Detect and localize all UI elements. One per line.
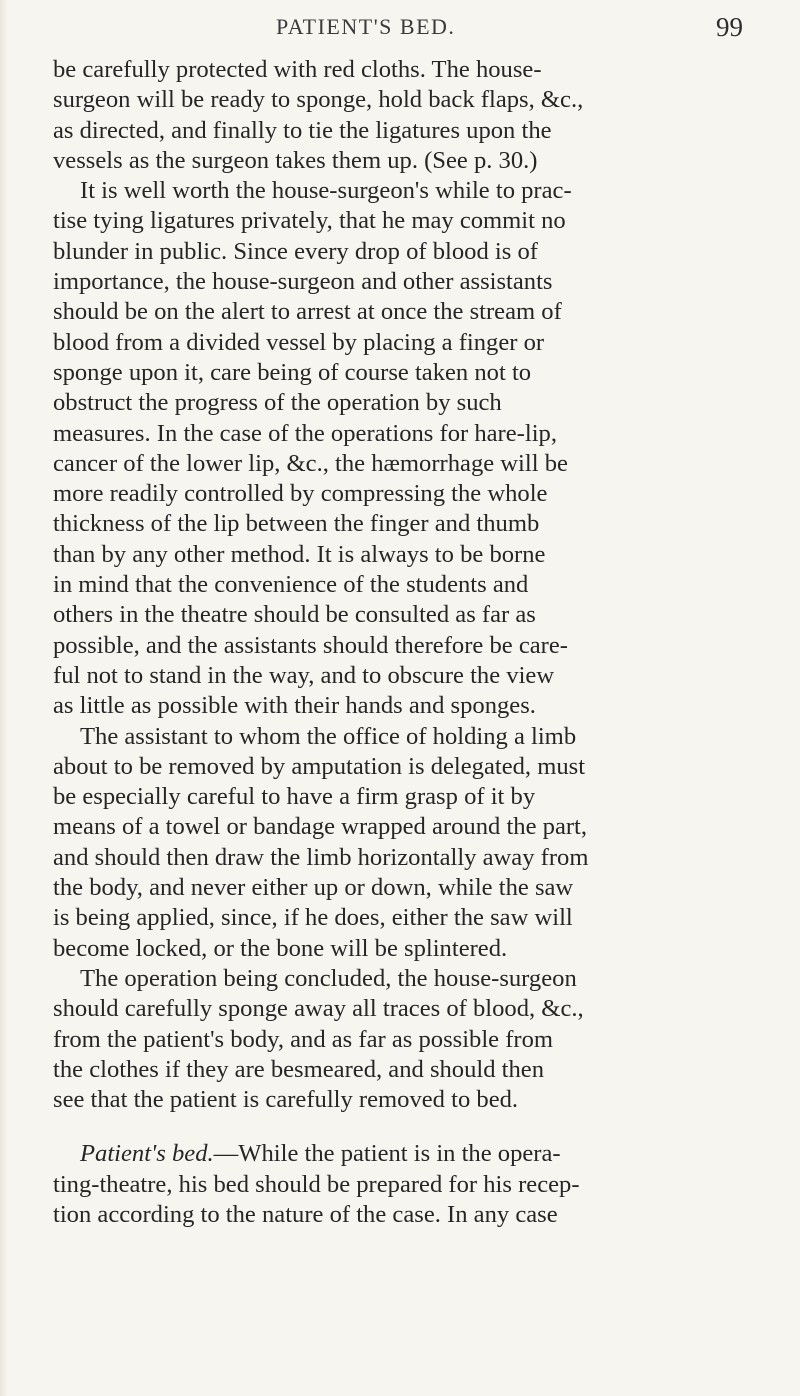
text-line: become locked, or the bone will be splintered. bbox=[53, 934, 508, 962]
text-line: others in the theatre should be consulted as far as bbox=[53, 601, 536, 629]
text-line: more readily controlled by compressing the whole bbox=[53, 480, 548, 508]
text-line: as directed, and finally to tie the ligatures upon the bbox=[53, 116, 552, 144]
text-line: as little as possible with their hands and sponges. bbox=[53, 692, 536, 720]
text-line: The assistant to whom the office of holding a limb bbox=[80, 722, 577, 750]
page-edge-shadow bbox=[0, 0, 8, 1396]
text-line: It is well worth the house-surgeon's while to prac- bbox=[80, 177, 572, 205]
text-line: and should then draw the limb horizontally away from bbox=[53, 843, 589, 871]
text-line: ting-theatre, his bed should be prepared for his recep- bbox=[53, 1170, 580, 1198]
section-text: —While the patient is in the opera- bbox=[213, 1140, 561, 1168]
text-line: from the patient's body, and as far as possible from bbox=[53, 1025, 554, 1053]
body-text bbox=[53, 55, 793, 1230]
text-line: vessels as the surgeon takes them up. (See p. 30.) bbox=[53, 146, 538, 174]
text-line: be especially careful to have a firm grasp of it by bbox=[53, 783, 536, 811]
text-line: measures. In the case of the operations for hare-lip, bbox=[53, 419, 557, 447]
text-line: means of a towel or bandage wrapped around the part, bbox=[53, 813, 588, 841]
paragraph-1 bbox=[53, 55, 793, 176]
text-line: is being applied, since, if he does, either the saw will bbox=[53, 904, 573, 932]
text-line: cancer of the lower lip, &c., the hæmorrhage will be bbox=[53, 449, 568, 477]
paragraph-2 bbox=[53, 176, 793, 721]
text-line: than by any other method. It is always to be borne bbox=[53, 540, 546, 568]
text-line: tion according to the nature of the case. In any case bbox=[53, 1200, 558, 1228]
text-line: possible, and the assistants should therefore be care- bbox=[53, 631, 568, 659]
text-line: blunder in public. Since every drop of blood is of bbox=[53, 237, 538, 265]
text-line: be carefully protected with red cloths. The house- bbox=[53, 56, 542, 83]
text-line: sponge upon it, care being of course taken not to bbox=[53, 358, 532, 386]
paragraph-4 bbox=[53, 964, 793, 1115]
text-line: obstruct the progress of the operation by such bbox=[53, 389, 502, 417]
text-line: the clothes if they are besmeared, and should then bbox=[53, 1055, 545, 1083]
text-line: about to be removed by amputation is delegated, must bbox=[53, 752, 586, 780]
text-line: tise tying ligatures privately, that he may commit no bbox=[53, 207, 566, 235]
text-line: importance, the house-surgeon and other assistants bbox=[53, 268, 553, 296]
section-patients-bed bbox=[53, 1139, 793, 1230]
text-line: see that the patient is carefully removed to bed. bbox=[53, 1086, 519, 1114]
text-line: surgeon will be ready to sponge, hold back flaps, &c., bbox=[53, 86, 584, 114]
section-heading: Patient's bed. bbox=[80, 1140, 214, 1168]
text-line: in mind that the convenience of the students and bbox=[53, 571, 529, 599]
text-line: should be on the alert to arrest at once the stream of bbox=[53, 298, 562, 326]
paragraph-gap bbox=[53, 1115, 793, 1139]
text-line: should carefully sponge away all traces of blood, &c., bbox=[53, 995, 584, 1023]
text-line: The operation being concluded, the house-surgeon bbox=[80, 964, 577, 992]
text-line: thickness of the lip between the finger and thumb bbox=[53, 510, 540, 538]
text-line: blood from a divided vessel by placing a finger or bbox=[53, 328, 545, 356]
text-line bbox=[53, 1139, 793, 1169]
page-number: 99 bbox=[716, 12, 743, 42]
paragraph-3 bbox=[53, 722, 793, 964]
text-line: the body, and never either up or down, while the saw bbox=[53, 874, 574, 902]
text-line: ful not to stand in the way, and to obscure the view bbox=[53, 661, 555, 689]
running-head: PATIENT'S BED. bbox=[276, 14, 456, 39]
